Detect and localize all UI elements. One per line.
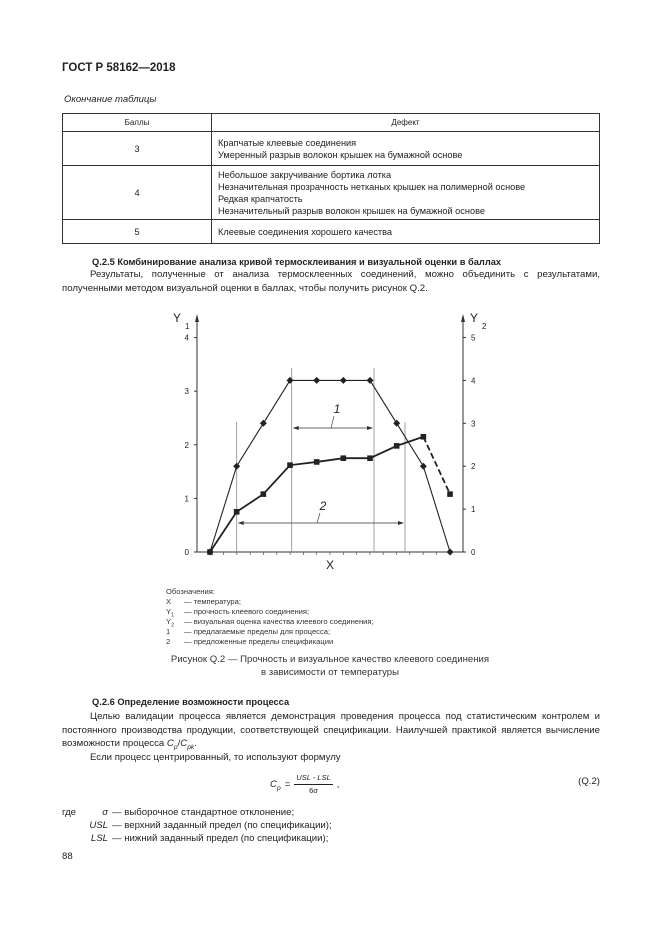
defect-line: Редкая крапчатость	[218, 193, 303, 204]
range-leader	[331, 416, 334, 428]
y2-tick-label: 2	[471, 462, 476, 472]
caption-line: в зависимости от температуры	[260, 667, 400, 678]
y2-label-sub: 2	[482, 322, 487, 331]
legend-key-sub: 1	[171, 612, 175, 619]
legend-item	[166, 607, 510, 617]
y1-label: Y	[173, 311, 182, 325]
legend-text: — визуальная оценка качества клеевого соединения;	[184, 617, 374, 626]
paragraph: Результаты, полученные от анализа термосклеенных соединений, можно объединить с результатами, полученными методом визуальной оценки в баллах, чтобы получить рисунок Q.2.	[62, 269, 600, 294]
diamond-marker	[367, 377, 374, 384]
diamond-marker	[393, 420, 400, 427]
y2-arrow	[461, 314, 465, 322]
formula	[270, 772, 339, 796]
formula-denominator: 6σ	[309, 786, 318, 795]
formula-number: (Q.2)	[578, 776, 600, 787]
diamond-marker	[233, 463, 240, 470]
paragraph	[62, 710, 600, 751]
legend-item	[166, 637, 510, 647]
series-dashed-segment	[423, 437, 450, 494]
y2-tick-label: 0	[471, 548, 476, 557]
symbol-sub: pk	[187, 743, 195, 751]
range-label: 2	[319, 499, 327, 513]
score-cell: 3	[63, 132, 212, 166]
y2-tick-label: 5	[471, 333, 476, 343]
square-marker	[261, 491, 267, 497]
y1-arrow	[195, 314, 199, 322]
paragraph-text: .	[194, 738, 197, 749]
y1-label-sub: 1	[185, 322, 190, 331]
legend-title: Обозначения:	[166, 587, 215, 596]
legend-key: Y	[166, 607, 172, 616]
paragraph-text: Целью валидации процесса является демонстрация проведения процесса под статистическим контролем и постоянного производства продукции, соответствующей спецификации. Наилучшей практикой является вычисление возможности процесса	[62, 711, 600, 749]
where-list	[62, 806, 600, 845]
where-text: — нижний заданный предел (по спецификации);	[112, 833, 329, 844]
square-marker	[447, 491, 453, 497]
where-item	[62, 832, 600, 845]
y1-tick-label: 2	[184, 440, 189, 450]
y1-tick-label: 0	[184, 548, 189, 557]
y1-tick-label: 3	[184, 387, 189, 397]
where-symbol: LSL	[90, 833, 108, 844]
diamond-marker	[340, 377, 347, 384]
defect-line: Клеевые соединения хорошего качества	[218, 226, 393, 237]
y1-tick-label: 4	[184, 333, 189, 343]
score-cell: 4	[63, 166, 212, 220]
legend-text: — предложенные пределы спецификации	[184, 637, 334, 646]
legend-key: Y	[166, 617, 172, 626]
where-prefix: где	[62, 807, 77, 818]
defect-line: Незначительный разрыв волокон крышек на бумажной основе	[218, 205, 485, 216]
where-symbol: USL	[89, 820, 108, 831]
x-label: X	[325, 558, 335, 572]
figure-legend	[166, 587, 510, 679]
where-text: — выборочное стандартное отклонение;	[112, 807, 295, 818]
square-marker	[367, 455, 373, 461]
range-leader	[317, 513, 320, 523]
y2-label: Y	[470, 311, 479, 325]
legend-key: 2	[166, 637, 171, 646]
section-q26	[62, 696, 600, 862]
symbol-sub: p	[173, 743, 178, 751]
caption-line: Рисунок Q.2 — Прочность и визуальное качество клеевого соединения	[170, 654, 490, 665]
column-header: Дефект	[212, 114, 600, 132]
square-marker	[341, 455, 347, 461]
legend-key-sub: 2	[171, 622, 175, 629]
column-header: Баллы	[63, 114, 212, 132]
diamond-marker	[287, 377, 294, 384]
y2-tick-label: 3	[471, 419, 476, 429]
legend-text: — предлагаемые пределы для процесса;	[184, 627, 331, 636]
diamond-marker	[420, 463, 427, 470]
formula-numerator: USL - LSL	[294, 772, 332, 785]
legend-key: X	[166, 597, 172, 606]
formula-eq: =	[284, 778, 291, 790]
defect-line: Крапчатые клеевые соединения	[218, 137, 357, 148]
legend-text: — температура;	[184, 597, 241, 606]
formula-lhs: C	[270, 778, 277, 790]
paragraph: Если процесс центрированный, то используют формулу	[90, 751, 341, 763]
where-symbol: σ	[102, 807, 108, 818]
y1-tick-label: 1	[184, 494, 189, 504]
diamond-marker	[260, 420, 267, 427]
where-item	[62, 819, 600, 832]
square-marker	[314, 459, 320, 465]
diamond-marker	[313, 377, 320, 384]
defect-line: Умеренный разрыв волокон крышек на бумажной основе	[218, 149, 463, 160]
slash: /	[177, 738, 181, 749]
section-heading: Q.2.6 Определение возможности процесса	[92, 697, 290, 707]
legend-key: 1	[166, 627, 171, 636]
diamond-marker	[447, 549, 454, 556]
series-line	[210, 380, 450, 552]
formula-comma: ,	[336, 778, 340, 790]
table-caption: Окончание таблицы	[64, 94, 157, 105]
section-heading: Q.2.5 Комбинирование анализа кривой термосклеивания и визуальной оценки в баллах	[92, 257, 502, 267]
where-text: — верхний заданный предел (по спецификации);	[112, 820, 332, 831]
figure-caption	[150, 653, 510, 679]
square-marker	[287, 462, 293, 468]
legend-text: — прочность клеевого соединения;	[184, 607, 310, 616]
legend-item	[166, 627, 510, 637]
where-item	[62, 806, 600, 819]
range-label: 1	[333, 402, 341, 416]
defect-line: Небольшое закручивание бортика лотка	[218, 169, 392, 180]
document-header: ГОСТ Р 58162—2018	[62, 62, 176, 74]
legend-item	[166, 597, 510, 607]
square-marker	[234, 509, 240, 515]
formula-row	[62, 772, 600, 802]
series-line	[210, 437, 423, 552]
score-cell: 5	[63, 220, 212, 244]
y2-tick-label: 1	[471, 505, 476, 515]
formula-lhs-sub: p	[276, 784, 281, 792]
symbol: C	[180, 738, 188, 749]
square-marker	[421, 434, 427, 440]
y2-tick-label: 4	[471, 376, 476, 386]
defect-line: Незначительная прозрачность нетканых крышек на полимерной основе	[218, 181, 526, 192]
symbol: C	[166, 738, 174, 749]
legend-item	[166, 617, 510, 627]
page-number: 88	[62, 851, 73, 862]
square-marker	[394, 443, 400, 449]
